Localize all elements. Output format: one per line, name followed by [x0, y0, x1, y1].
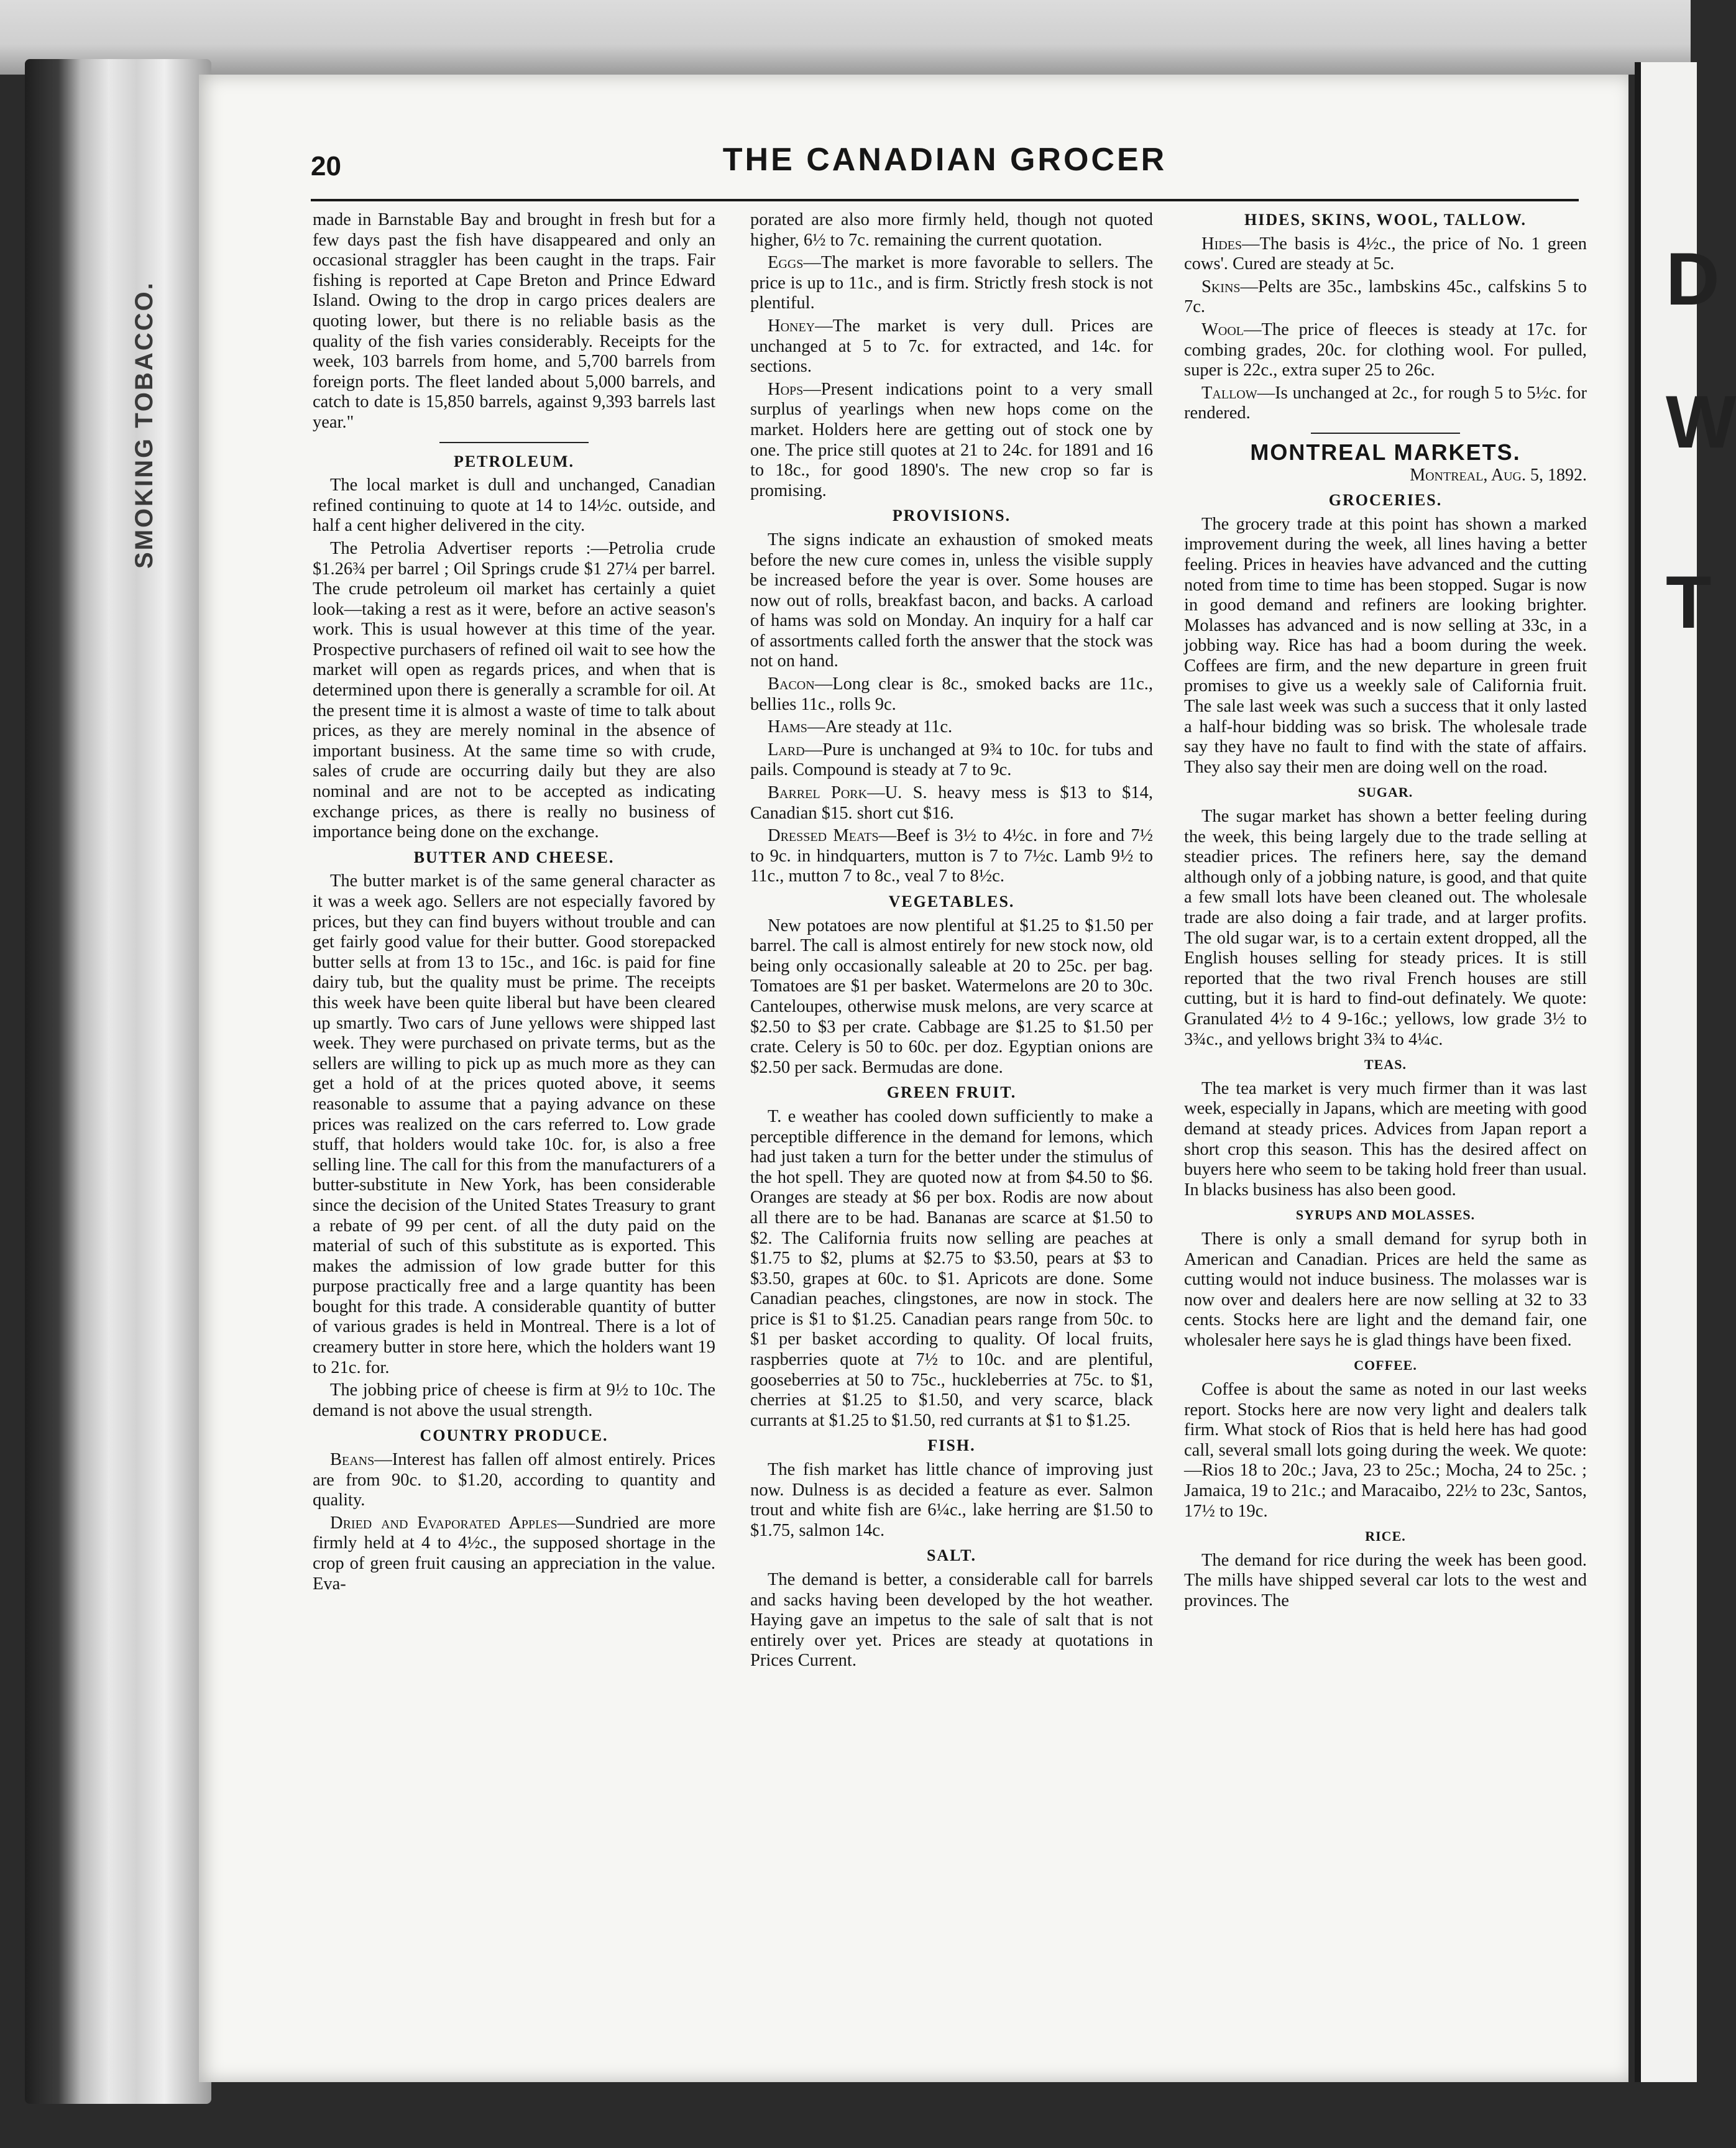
- article-paragraph: [750, 740, 1153, 781]
- section-heading-sugar: SUGAR.: [1357, 784, 1413, 801]
- paragraph-body: —Beef is 3½ to 4½c. in fore and 7½ to 9c. in hindquarters, mutton is 7 to 7½c. Lamb 9½ to 11c., mutton 7 to 8c., veal 7 to 8½c.: [750, 826, 1154, 886]
- article-paragraph: The local market is dull and unchanged, Canadian refined continuing to quote at 14 to 14½c. outside, and half a cent higher delivered in the city.: [313, 475, 715, 536]
- section-heading-vegetables: VEGETABLES.: [888, 893, 1015, 911]
- section-heading-butter-cheese: BUTTER AND CHEESE.: [413, 848, 615, 866]
- lead-term: Dressed Meats: [768, 826, 879, 846]
- article-paragraph: [1184, 277, 1587, 318]
- section-heading-green-fruit: GREEN FRUIT.: [886, 1083, 1017, 1102]
- paragraph-body: —The market is more favorable to sellers. The price is up to 11c., and is firm. Strictly fresh stock is not plentiful.: [750, 253, 1153, 313]
- article-paragraph: T. e weather has cooled down sufficiently to make a perceptible difference in the demand for lemons, which had just taken a turn for the better under the stimulus of the hot spell. They are quoted now at from $4.50 to $6. Oranges are steady at $6 per box. Rodis are now about all there are to be had. Bananas are scarce at $1.50 to $2. The California fruits now selling are peaches at $1.75 to $2, plums at $2.75 to $3.50, pears at $3 to $3.50, grapes at 60c. to $1. Apricots are done. Some Canadian peaches, clingstones, are now in stock. The price is $1 to $1.25. Canadian pears range from 50c. to $1 per basket according to quality. Of local fruits, raspberries quote at 7½ to 10c. and are plentiful, gooseberries at 50 to 75c., huckleberries at 75c. to $1, cherries at $1.25 to $1.50, and very scarce, black currants at $1.25 to $1.50, red currants at $1 to $1.25.: [750, 1106, 1153, 1430]
- lead-term: Beans: [330, 1450, 375, 1470]
- masthead-title: THE CANADIAN GROCER: [722, 142, 1167, 178]
- article-paragraph: The jobbing price of cheese is firm at 9½ to 10c. The demand is not above the usual strength.: [313, 1380, 715, 1420]
- paragraph-body: —Pure is unchanged at 9¾ to 10c. for tubs and pails. Compound is steady at 7 to 9c.: [750, 740, 1153, 780]
- paragraph-body: —Long clear is 8c., smoked backs are 11c., bellies 11c., rolls 9c.: [750, 674, 1153, 714]
- article-paragraph: The demand for rice during the week has been good. The mills have shipped several car lots to the west and provinces. The: [1184, 1550, 1587, 1610]
- scan-top-shadow: [0, 0, 1691, 75]
- article-paragraph: The tea market is very much firmer than it was last week, especially in Japans, which are meeting with good demand at steady prices. Advices from Japan report a short crop this season. This has the desired affect on buyers here who seem to be taking hold freer than usual. In blacks business has also been good.: [1184, 1078, 1587, 1200]
- article-paragraph: made in Barnstable Bay and brought in fresh but for a few days past the fish have disappeared and only an occasional straggler has been caught in the traps. Fair fishing is reported at Cape Breton and Prince Edward Island. Owing to the drop in cargo prices dealers are quoting lower, but there is no reliable basis as the quality of the fish varies considerably. Receipts for the week, 103 barrels from home, and 5,700 barrels from foreign ports. The fleet landed about 5,000 barrels, and catch to date is 15,850 barrels, against 9,393 barrels last year.": [313, 210, 715, 432]
- article-paragraph: porated are also more firmly held, though not quoted higher, 6½ to 7c. remaining the current quotation.: [750, 210, 1153, 250]
- section-divider: [1311, 433, 1460, 434]
- paragraph-body: —Interest has fallen off almost entirely. Prices are from 90c. to $1.20, according to quantity and quality.: [313, 1450, 715, 1510]
- paragraph-body: —The market is very dull. Prices are unchanged at 5 to 7c. for extracted, and 14c. for sections.: [750, 316, 1153, 377]
- paragraph-body: —Sundried are more firmly held at 4 to 4½c., the supposed shortage in the crop of green fruit causing an appreciation in the value. Eva-: [313, 1513, 715, 1594]
- article-paragraph: Coffee is about the same as noted in our last weeks report. Stocks here are now very light and dealers talk firm. What stock of Rios that is held here has had good call, several small lots going during the week. We quote:—Rios 18 to 20c.; Java, 23 to 25c.; Mocha, 24 to 25c. ; Jamaica, 19 to 21c.; and Maracaibo, 22½ to 23c, Santos, 17½ to 19c.: [1184, 1380, 1587, 1521]
- article-paragraph: [1184, 383, 1587, 424]
- column-3: [1184, 210, 1587, 1614]
- section-heading-hides: HIDES, SKINS, WOOL, TALLOW.: [1244, 211, 1527, 229]
- article-paragraph: [313, 1450, 715, 1511]
- lead-term: Barrel Pork: [768, 783, 868, 803]
- lead-term: Honey: [768, 316, 815, 336]
- article-paragraph: [750, 717, 1153, 738]
- lead-term: Eggs: [768, 253, 804, 273]
- article-paragraph: [750, 316, 1153, 377]
- binding-label: SMOKING TOBACCO.: [131, 281, 158, 569]
- adjacent-page-letter: W: [1666, 380, 1736, 464]
- article-paragraph: [750, 826, 1153, 887]
- article-paragraph: The fish market has little chance of improving just now. Dulness is as decided a feature as ever. Salmon trout and white fish are 6¼c., lake herring are $1.50 to $1.75, salmon 14c.: [750, 1460, 1153, 1540]
- paragraph-body: —The basis is 4½c., the price of No. 1 green cows'. Cured are steady at 5c.: [1184, 234, 1587, 274]
- section-heading-country-produce: COUNTRY PRODUCE.: [420, 1426, 609, 1445]
- lead-term: Bacon: [768, 674, 815, 694]
- section-heading-fish: FISH.: [927, 1436, 976, 1455]
- paragraph-body: —Is unchanged at 2c., for rough 5 to 5½c. for rendered.: [1184, 383, 1587, 423]
- page-number: 20: [311, 151, 341, 181]
- lead-term: Hops: [768, 379, 804, 399]
- article-paragraph: [313, 1513, 715, 1594]
- article-paragraph: [750, 783, 1153, 824]
- paragraph-body: —Pelts are 35c., lambskins 45c., calfskins 5 to 7c.: [1184, 277, 1587, 317]
- article-paragraph: [1184, 234, 1587, 275]
- column-1: [313, 210, 715, 1597]
- adjacent-page-edge: [1635, 62, 1736, 2082]
- dateline: Montreal, Aug. 5, 1892.: [1410, 465, 1587, 485]
- article-paragraph: The Petrolia Advertiser reports :—Petrolia crude $1.26¾ per barrel ; Oil Springs crude $1 27¼ per barrel. The crude petroleum oil market has certainly a quiet look—taking a rest as it were, before an active season's work. This is usual however at this time of the year. Prospective purchasers of refined oil wait to see how the market will open as regards prices, and when that is determined upon there is generally a scramble for oil. At the present time it is almost a waste of time to talk about prices, as they are merely nominal in the absence of important business. At the same time so with crude, sales of crude are occurring daily but they are also nominal and are not to be accepted as indicating exchange prices, as there is really no business of importance being done on the exchange.: [313, 538, 715, 842]
- lead-term: Lard: [768, 740, 805, 760]
- section-heading-petroleum: PETROLEUM.: [453, 452, 575, 470]
- column-2: [750, 210, 1153, 1674]
- section-heading-provisions: PROVISIONS.: [892, 507, 1011, 525]
- paragraph-body: —Present indications point to a very small surplus of yearlings when new hops come on the market. Holders here are getting out of stock one by one. The price still quotes at 21 to 24c. for 1891 and 16 to 18c., for good 1890's. The new crop so far is promising.: [750, 379, 1153, 500]
- article-paragraph: [750, 253, 1153, 314]
- section-heading-syrups: SYRUPS AND MOLASSES.: [1295, 1207, 1476, 1223]
- paragraph-body: —Are steady at 11c.: [807, 717, 953, 737]
- section-heading-coffee: COFFEE.: [1354, 1357, 1417, 1374]
- lead-term: Hides: [1201, 234, 1242, 254]
- lead-term: Dried and Evaporated Apples: [330, 1513, 558, 1533]
- lead-term: Skins: [1201, 277, 1241, 296]
- section-heading-groceries: GROCERIES.: [1328, 491, 1443, 510]
- article-paragraph: The signs indicate an exhaustion of smoked meats before the new cure comes in, unless the visible supply be increased before the year is over. Some houses are now out of rolls, breakfast bacon, and backs. A carload of hams was sold on Monday. An inquiry for a half car of assortments called forth the answer that the stock was not on hand.: [750, 530, 1153, 671]
- article-paragraph: The grocery trade at this point has shown a marked improvement during the week, all lines having a better feeling. Prices in heavies have advanced and the cutting noted from time to time has been stopped. Sugar is now in good demand and refiners are looking brighter. Molasses has advanced and is now selling at 33c, in a jobbing way. Rice has had a boom during the week. Coffees are firm, and the new departure in green fruit promises to give us a weekly sale of California fruit. The sale last week was such a success that it only lasted a half-hour bidding was so brisk. The wholesale trade say they have no fault to find with the state of affairs. They also say their men are doing well on the road.: [1184, 514, 1587, 777]
- section-heading-teas: TEAS.: [1364, 1057, 1407, 1073]
- article-paragraph: [1184, 320, 1587, 381]
- lead-term: Wool: [1201, 319, 1244, 339]
- newspaper-page: [199, 75, 1628, 2082]
- paragraph-body: —U. S. heavy mess is $13 to $14, Canadian $15. short cut $16.: [750, 783, 1153, 823]
- article-paragraph: [750, 674, 1153, 715]
- article-paragraph: [750, 380, 1153, 502]
- article-paragraph: New potatoes are now plentiful at $1.25 to $1.50 per barrel. The call is almost entirely for new stock now, old being only occasionally saleable at 20 to 25c. per bag. Tomatoes are $1 per basket. Watermelons are 20 to 30c. Canteloupes, otherwise musk melons, are very scarce at $2.50 to $3 per crate. Cabbage are $1.25 to $1.50 per crate. Celery is 50 to 60c. per doz. Egyptian onions are $2.50 per sack. Bermudas are done.: [750, 916, 1153, 1077]
- section-heading-salt: SALT.: [926, 1546, 977, 1565]
- adjacent-page-letter: D: [1666, 237, 1720, 321]
- book-binding: [25, 59, 211, 2104]
- page-header: [311, 140, 1579, 201]
- lead-term: Tallow: [1201, 383, 1257, 403]
- section-divider: [439, 442, 589, 443]
- article-paragraph: The demand is better, a considerable call for barrels and sacks having been developed by the hot weather. Haying gave an impetus to the sale of salt that is not entirely over yet. Prices are steady at quotations in Prices Current.: [750, 1570, 1153, 1671]
- montreal-markets-heading: MONTREAL MARKETS.: [1250, 439, 1521, 465]
- section-heading-rice: RICE.: [1365, 1528, 1406, 1544]
- article-paragraph: The butter market is of the same general character as it was a week ago. Sellers are not especially favored by prices, but they can find buyers without trouble and can get fairly good value for their butter. Good storepacked butter sells at from 13 to 15c., and 16c. is paid for fine dairy tub, but the quality must be prime. The receipts this week have been quite liberal but have been cleared up smartly. Two cars of June yellows were shipped last week. They were purchased on private terms, but as the sellers are willing to pick up as much more as they can get a hold of at the prices quoted above, it seems reasonable to assume that a paying advance on these prices was realized on the cars referred to. Low grade stuff, that holders would take 10c. for, is also a free selling line. The call for this from the manufacturers of a butter-substitute in New York, has been considerable since the decision of the United States Treasury to grant a rebate of 99 per cent. of all the duty paid on the material of such of this substitute as is exported. This makes the admission of low grade butter for this purpose practically free and a large quantity has been bought for this trade. A considerable quantity of butter of various grades is held in Montreal. There is a lot of creamery butter in store here, which the holders want 19 to 21c. for.: [313, 871, 715, 1377]
- adjacent-page-letter: T: [1666, 561, 1712, 644]
- article-paragraph: The sugar market has shown a better feeling during the week, this being largely due to the trade selling at steadier prices. The refiners here, say the demand although only of a jobbing nature, is good, and that quite a few small lots have been cleaned out. The wholesale trade are also doing a fair trade, and at larger profits. The old sugar war, is to a certain extent dropped, all the English houses selling for steady prices. It is still reported that the two rival French houses are still cutting, but it is hard to find-out definately. We quote: Granulated 4½ to 4 9-16c.; yellows, low grade 3½ to 3¾c., and yellows bright 3¾ to 4¼c.: [1184, 807, 1587, 1049]
- paragraph-body: —The price of fleeces is steady at 17c. for combing grades, 20c. for clothing wool. For pulled, super is 22c., extra super 25 to 26c.: [1184, 319, 1587, 380]
- article-paragraph: There is only a small demand for syrup both in American and Canadian. Prices are held the same as cutting would not induce business. The molasses war is now over and dealers here are now selling at 32 to 33 cents. Stocks here are light and the demand fair, one wholesaler here says he is glad things have been fixed.: [1184, 1229, 1587, 1350]
- lead-term: Hams: [768, 717, 807, 737]
